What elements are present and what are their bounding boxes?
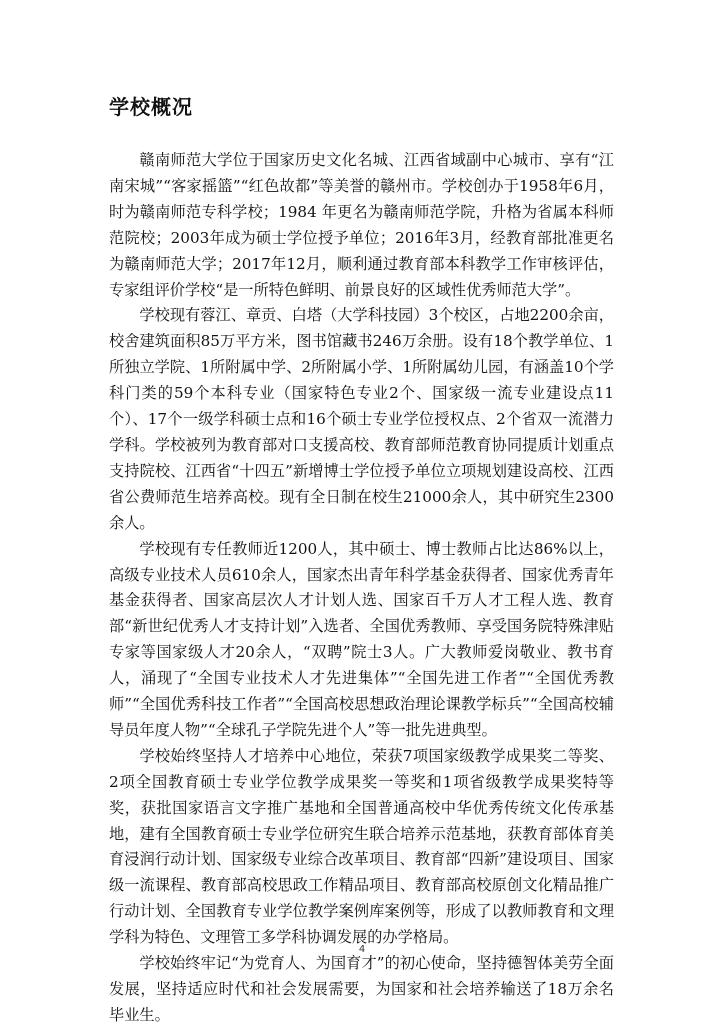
- page-number: 4: [358, 944, 366, 955]
- paragraph-campus-scale: 学校现有蓉江、章贡、白塔（大学科技园）3个校区，占地2200余亩，校舍建筑面积85万平方米，图书馆藏书246万余册。设有18个教学单位、1所独立学院、1所附属中学、2所附属小学、1所附属幼儿园，有涵盖10个学科门类的59个本科专业（国家特色专业2个、国家级一流专业建设点11个）、17个一级学科硕士点和16个硕士专业学位授权点、2个省双一流潜力学科。学校被列为教育部对口支援高校、教育部师范教育协同提质计划重点支持院校、江西省“十四五”新增博士学位授予单位立项规划建设高校、江西省公费师范生培养高校。现有全日制在校生21000余人，其中研究生2300余人。: [109, 306, 614, 532]
- paragraph-mission: 学校始终牢记“为党育人、为国育才”的初心使命，坚持德智体美劳全面发展，坚持适应时代和社会发展需要，为国家和社会培养输送了18万余名毕业生。: [109, 954, 614, 1024]
- paragraph-faculty: 学校现有专任教师近1200人，其中硕士、博士教师占比达86%以上，高级专业技术人员610余人，国家杰出青年科学基金获得者、国家优秀青年基金获得者、国家高层次人才计划人选、国家百千万人才工程人选、教育部“新世纪优秀人才支持计划”入选者、全国优秀教师、享受国务院特殊津贴专家等国家级人才20余人，“双聘”院士3人。广大教师爱岗敬业、教书育人，涌现了“全国专业技术人才先进集体”“全国先进工作者”“全国优秀教师”“全国优秀科技工作者”“全国高校思想政治理论课教学标兵”“全国高校辅导员年度人物”“全球孔子学院先进个人”等一批先进典型。: [109, 539, 614, 739]
- body-text: [109, 148, 614, 1029]
- paragraph-teaching: 学校始终坚持人才培养中心地位，荣获7项国家级教学成果奖二等奖、2项全国教育硕士专业学位教学成果奖一等奖和1项省级教学成果奖特等奖，获批国家语言文字推广基地和全国普通高校中华优秀传统文化传承基地，建有全国教育硕士专业学位研究生联合培养示范基地，获教育部体育美育浸润行动计划、国家级专业综合改革项目、教育部“四新”建设项目、国家级一流课程、教育部高校思政工作精品项目、教育部高校原创文化精品推广行动计划、全国教育专业学位教学案例库案例等，形成了以教师教育和文理学科为特色、文理管工多学科协调发展的办学格局。: [109, 746, 614, 947]
- section-heading: 学校概况: [109, 95, 193, 119]
- paragraph-history: 赣南师范大学位于国家历史文化名城、江西省域副中心城市、享有“江南宋城”“客家摇篮”“红色故都”等美誉的赣州市。学校创办于1958年6月，时为赣南师范专科学校；1984 年更名为赣南师范学院，升格为省属本科师范院校；2003年成为硕士学位授予单位；2016年3月，经教育部批准更名为赣南师范大学；2017年12月，顺利通过教育部本科教学工作审核评估，专家组评价学校“是一所特色鲜明、前景良好的区域性优秀师范大学”。: [109, 151, 614, 299]
